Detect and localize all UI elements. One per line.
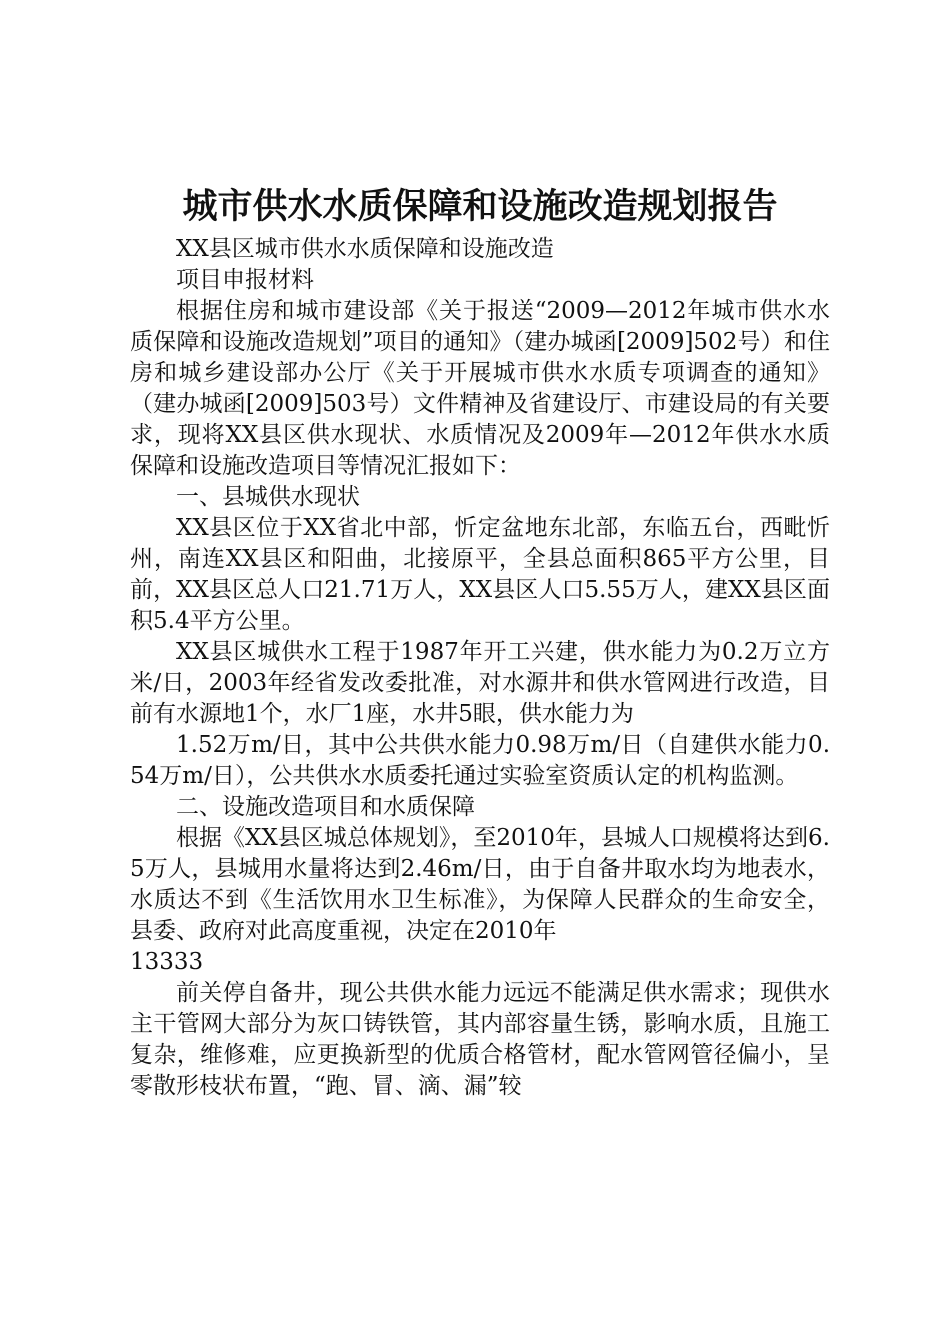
paragraph-supply-capacity: 1.52万m/日，其中公共供水能力0.98万m/日（自建供水能力0.54万m/日），公共供水水质委托通过实验室资质认定的机构监测。 — [130, 732, 830, 789]
paragraph-location: XX县区位于XX省北中部，忻定盆地东北部，东临五台，西毗忻州，南连XX县区和阳曲，北接原平，全县总面积865平方公里，目前，XX县区总人口21.71万人，XX县区人口5.55万人，建XX县区面积5.4平方公里。 — [130, 515, 830, 634]
paragraph-number: 13333 — [130, 949, 204, 975]
document-page — [130, 182, 830, 1102]
paragraph-supply-history: XX县区城供水工程于1987年开工兴建，供水能力为0.2万立方米/日，2003年经省发改委批准，对水源井和供水管网进行改造，目前有水源地1个，水厂1座，水井5眼，供水能力为 — [130, 639, 830, 727]
section-heading-2: 二、设施改造项目和水质保障 — [176, 794, 475, 820]
paragraph-pipeline: 前关停自备井，现公共供水能力远远不能满足供水需求；现供水主干管网大部分为灰口铸铁管，其内部容量生锈，影响水质，且施工复杂，维修难，应更换新型的优质合格管材，配水管网管径偏小，呈零散形枝状布置，“跑、冒、滴、漏”较 — [130, 980, 830, 1099]
paragraph-subtitle: XX县区城市供水水质保障和设施改造 — [176, 236, 554, 262]
document-title: 城市供水水质保障和设施改造规划报告 — [182, 187, 778, 227]
paragraph-subtitle-2: 项目申报材料 — [176, 267, 314, 293]
section-heading-1: 一、县城供水现状 — [176, 484, 360, 510]
paragraph-intro: 根据住房和城市建设部《关于报送“2009—2012年城市供水水质保障和设施改造规划”项目的通知》（建办城函[2009]502号）和住房和城乡建设部办公厅《关于开展城市供水水质专项调查的通知》（建办城函[2009]503号）文件精神及省建设厅、市建设局的有关要求，现将XX县区供水现状、水质情况及2009年—2012年供水水质保障和设施改造项目等情况汇报如下： — [130, 298, 830, 479]
paragraph-planning: 根据《XX县区城总体规划》，至2010年，县城人口规模将达到6.5万人，县城用水量将达到2.46m/日，由于自备井取水均为地表水，水质达不到《生活饮用水卫生标准》，为保障人民群众的生命安全，县委、政府对此高度重视，决定在2010年 — [130, 825, 830, 944]
